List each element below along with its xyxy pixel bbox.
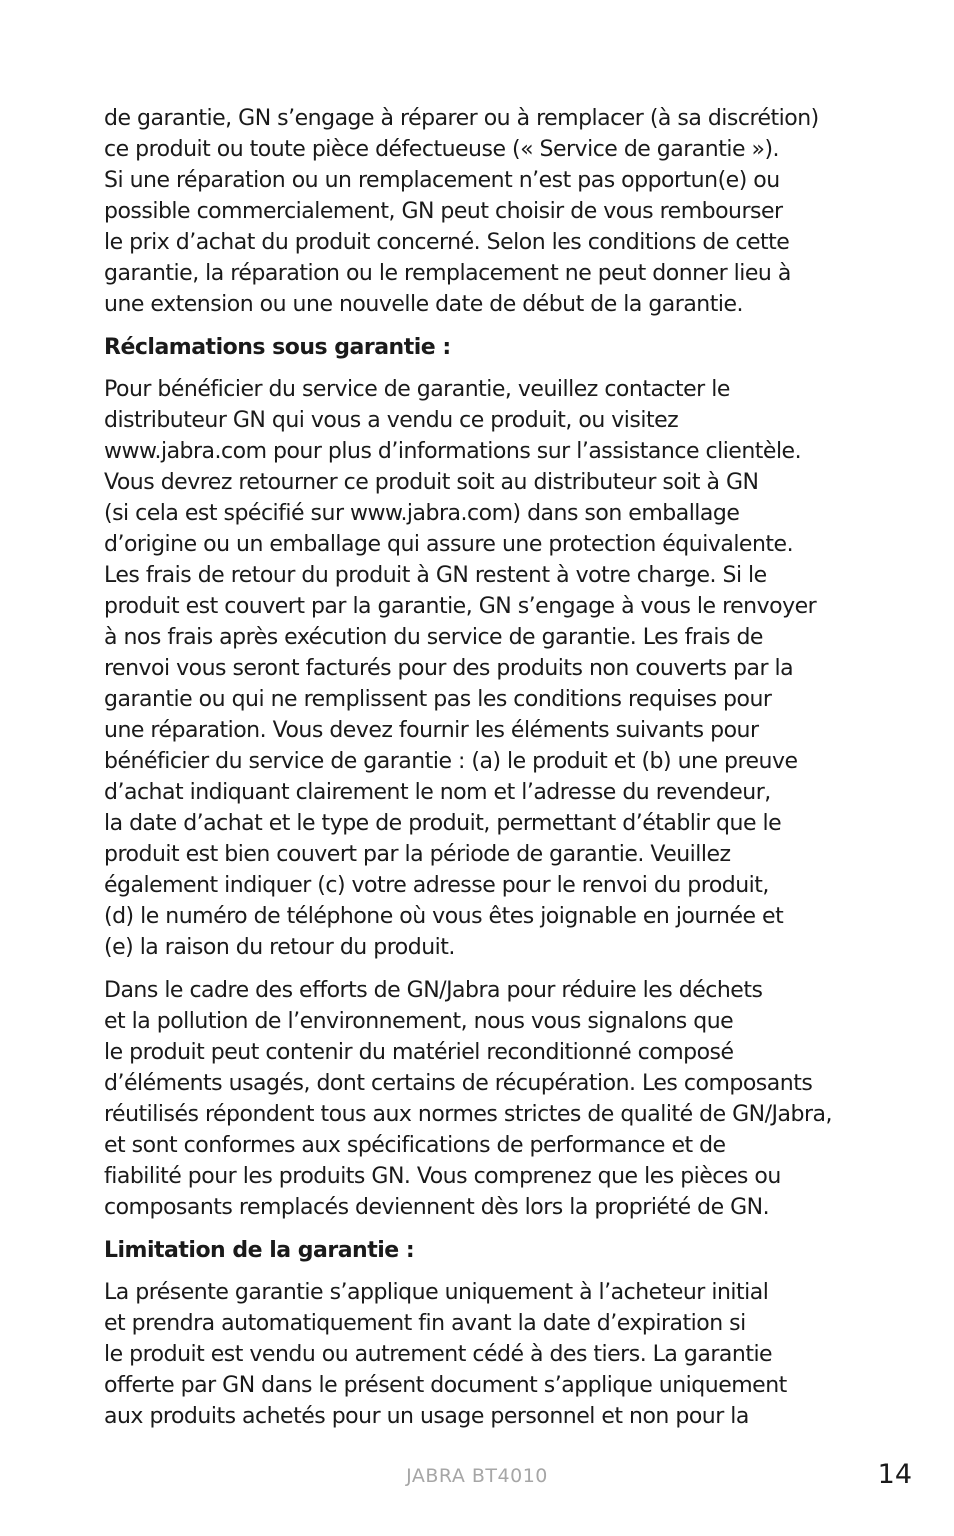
page-number: 14	[877, 1459, 912, 1490]
text-line: Vous devrez retourner ce produit soit au distributeur soit à GN	[104, 470, 759, 495]
text-line: réutilisés répondent tous aux normes strictes de qualité de GN/Jabra,	[104, 1102, 832, 1127]
text-line: également indiquer (c) votre adresse pour le renvoi du produit,	[104, 873, 769, 898]
text-line: de garantie, GN s’engage à réparer ou à remplacer (à sa discrétion)	[104, 106, 819, 131]
text-line: le prix d’achat du produit concerné. Selon les conditions de cette	[104, 230, 790, 255]
text-line: Dans le cadre des efforts de GN/Jabra pour réduire les déchets	[104, 978, 763, 1003]
text-line: Si une réparation ou un remplacement n’est pas opportun(e) ou	[104, 168, 780, 193]
paragraph-warranty-service	[104, 103, 864, 320]
text-line: composants remplacés deviennent dès lors la propriété de GN.	[104, 1195, 770, 1220]
text-line: (d) le numéro de téléphone où vous êtes joignable en journée et	[104, 904, 784, 929]
paragraph-warranty-limitation	[104, 1277, 864, 1432]
text-line: et la pollution de l’environnement, nous vous signalons que	[104, 1009, 734, 1034]
text-line: possible commercialement, GN peut choisir de vous rembourser	[104, 199, 783, 224]
text-line: et prendra automatiquement fin avant la date d’expiration si	[104, 1311, 746, 1336]
text-line: et sont conformes aux spécifications de performance et de	[104, 1133, 726, 1158]
text-line: d’achat indiquant clairement le nom et l’adresse du revendeur,	[104, 780, 771, 805]
text-line: produit est bien couvert par la période de garantie. Veuillez	[104, 842, 731, 867]
text-line: produit est couvert par la garantie, GN s’engage à vous le renvoyer	[104, 594, 817, 619]
text-line: à nos frais après exécution du service de garantie. Les frais de	[104, 625, 763, 650]
paragraph-reconditioned-parts	[104, 975, 864, 1223]
text-line: (si cela est spécifié sur www.jabra.com) dans son emballage	[104, 501, 740, 526]
text-line: une réparation. Vous devez fournir les éléments suivants pour	[104, 718, 759, 743]
text-line: bénéficier du service de garantie : (a) le produit et (b) une preuve	[104, 749, 798, 774]
text-line: (e) la raison du retour du produit.	[104, 935, 455, 960]
text-line: le produit est vendu ou autrement cédé à des tiers. La garantie	[104, 1342, 773, 1367]
document-body	[104, 103, 864, 1444]
heading-warranty-claims: Réclamations sous garantie :	[104, 335, 451, 360]
text-line: d’éléments usagés, dont certains de récupération. Les composants	[104, 1071, 813, 1096]
text-line: distributeur GN qui vous a vendu ce produit, ou visitez	[104, 408, 679, 433]
text-line: La présente garantie s’applique uniquement à l’acheteur initial	[104, 1280, 769, 1305]
text-line: Pour bénéficier du service de garantie, veuillez contacter le	[104, 377, 730, 402]
text-line: Les frais de retour du produit à GN restent à votre charge. Si le	[104, 563, 767, 588]
text-line: garantie, la réparation ou le remplacement ne peut donner lieu à	[104, 261, 791, 286]
text-line: renvoi vous seront facturés pour des produits non couverts par la	[104, 656, 794, 681]
paragraph-warranty-claims	[104, 374, 864, 963]
text-line: d’origine ou un emballage qui assure une protection équivalente.	[104, 532, 794, 557]
text-line: ce produit ou toute pièce défectueuse (« Service de garantie »).	[104, 137, 780, 162]
text-line: garantie ou qui ne remplissent pas les conditions requises pour	[104, 687, 772, 712]
text-line: aux produits achetés pour un usage personnel et non pour la	[104, 1404, 749, 1429]
text-line: une extension ou une nouvelle date de début de la garantie.	[104, 292, 744, 317]
text-line: www.jabra.com pour plus d’informations sur l’assistance clientèle.	[104, 439, 802, 464]
text-line: la date d’achat et le type de produit, permettant d’établir que le	[104, 811, 782, 836]
text-line: le produit peut contenir du matériel reconditionné composé	[104, 1040, 734, 1065]
heading-warranty-limitation: Limitation de la garantie :	[104, 1238, 415, 1263]
text-line: offerte par GN dans le présent document s’applique uniquement	[104, 1373, 787, 1398]
text-line: fiabilité pour les produits GN. Vous comprenez que les pièces ou	[104, 1164, 781, 1189]
footer-product-name: JABRA BT4010	[406, 1465, 548, 1487]
